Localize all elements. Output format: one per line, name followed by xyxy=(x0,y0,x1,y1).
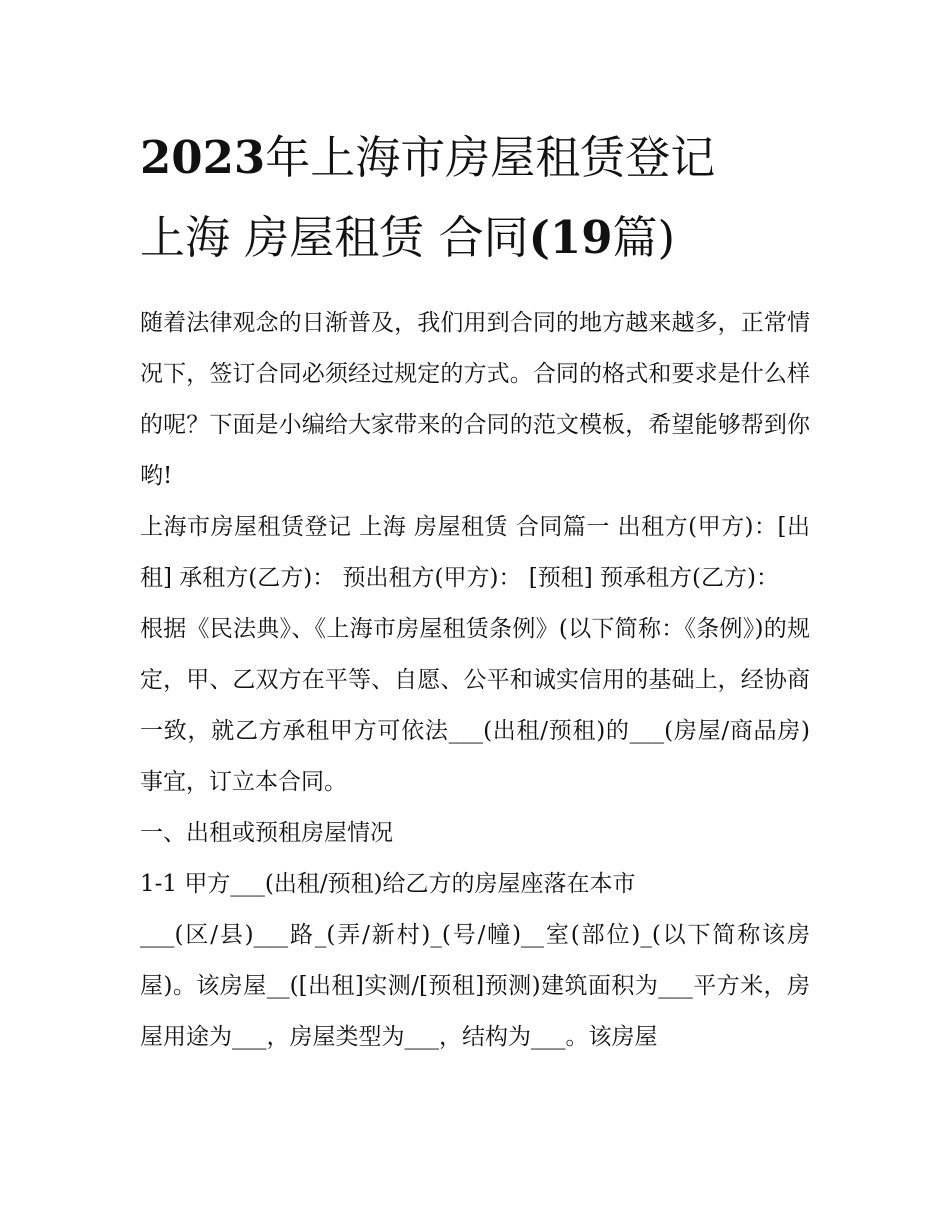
document-content xyxy=(140,118,810,1063)
section-heading-1: 一、出租或预租房屋情况 xyxy=(140,820,393,846)
paragraph-intro: 随着法律观念的日渐普及，我们用到合同的地方越来越多，正常情况下，签订合同必须经过规定的方式。合同的格式和要求是什么样的呢？下面是小编给大家带来的合同的范文模板，希望能够帮到你哟! xyxy=(140,310,810,489)
paragraph-parties: 上海市房屋租赁登记 上海 房屋租赁 合同篇一 出租方(甲方)：[出租] 承租方(乙方)： 预出租方(甲方)： [预租] 预承租方(乙方)： xyxy=(140,514,810,591)
title-count: (19 xyxy=(528,211,613,264)
title-line-2-end: 篇) xyxy=(612,211,676,264)
title-line-2-text: 上海 房屋租赁 合同 xyxy=(140,211,529,264)
document-body xyxy=(140,298,810,1063)
title-line-1-text: 年上海市房屋租赁登记 xyxy=(265,131,716,184)
title-line-2 xyxy=(140,198,810,278)
paragraph-basis: 根据《民法典》、《上海市房屋租赁条例》(以下简称：《条例》)的规定，甲、乙双方在平等、自愿、公平和诚实信用的基础上，经协商一致，就乙方承租甲方可依法___(出租/预租)的___(房屋/商品房)事宜，订立本合同。 xyxy=(140,616,810,795)
paragraph-clause-1-1: 1-1 甲方___(出租/预租)给乙方的房屋座落在本市 xyxy=(140,871,636,897)
title-line-1 xyxy=(140,118,810,198)
title-year: 2023 xyxy=(140,131,266,184)
document-title xyxy=(140,118,810,278)
paragraph-clause-1-1-cont: ___(区/县)___路_(弄/新村)_(号/幢)__室(部位)_(以下简称该房屋)。该房屋__([出租]实测/[预租]预测)建筑面积为___平方米，房屋用途为___，房屋类型为___，结构为___。该房屋 xyxy=(140,922,810,1050)
